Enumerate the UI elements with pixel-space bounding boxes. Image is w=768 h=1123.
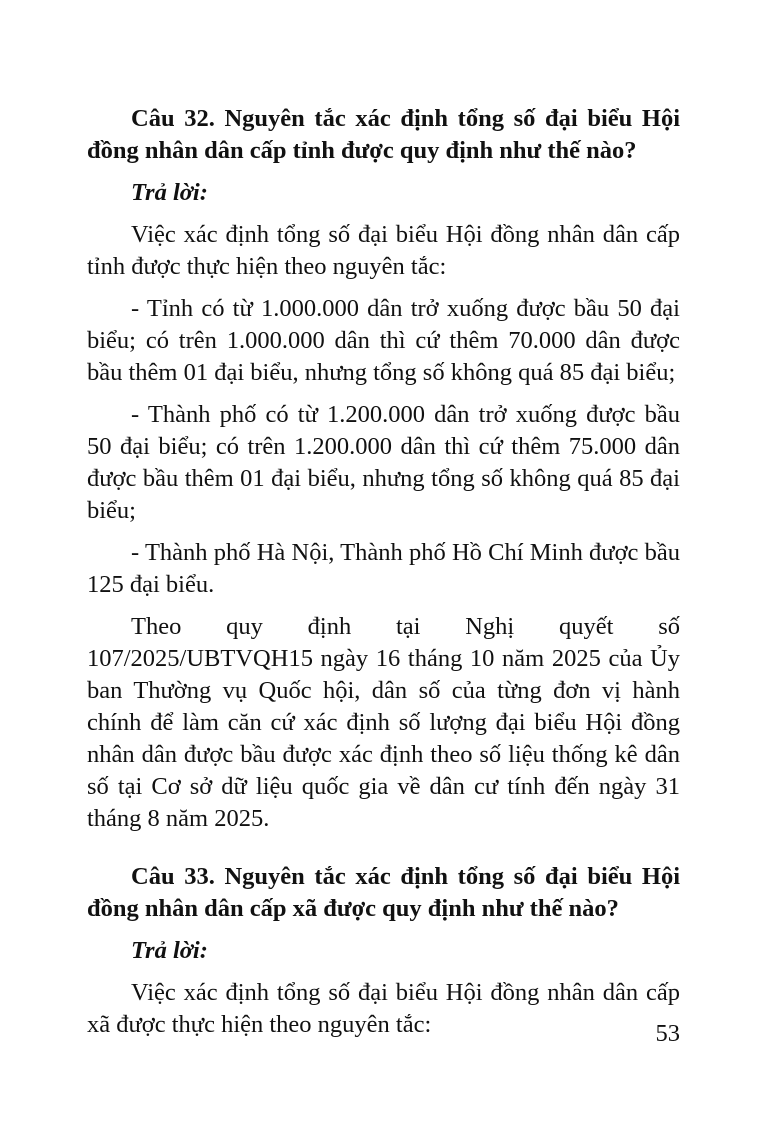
page-body [87, 103, 680, 1041]
q32-rule-province: - Tỉnh có từ 1.000.000 dân trở xuống được bầu 50 đại biểu; có trên 1.000.000 dân thì cứ thêm 70.000 dân được bầu thêm 01 đại biểu, nhưng tổng số không quá 85 đại biểu; [87, 295, 680, 386]
page-number: 53 [655, 1020, 680, 1047]
q32-rule-hanoi-hcmc: - Thành phố Hà Nội, Thành phố Hồ Chí Minh được bầu 125 đại biểu. [87, 539, 680, 598]
q33-paragraph-intro: Việc xác định tổng số đại biểu Hội đồng nhân dân cấp xã được thực hiện theo nguyên tắc: [87, 979, 680, 1038]
question-32-heading: Câu 32. Nguyên tắc xác định tổng số đại biểu Hội đồng nhân dân cấp tỉnh được quy định như thế nào? [87, 105, 680, 164]
question-33-answer-label: Trả lời: [131, 937, 208, 964]
q32-resolution-note: Theo quy định tại Nghị quyết số 107/2025/UBTVQH15 ngày 16 tháng 10 năm 2025 của Ủy ban Thường vụ Quốc hội, dân số của từng đơn vị hành chính để làm căn cứ xác định số lượng đại biểu Hội đồng nhân dân được bầu được xác định theo số liệu thống kê dân số tại Cơ sở dữ liệu quốc gia về dân cư tính đến ngày 31 tháng 8 năm 2025. [87, 613, 680, 832]
question-33-heading: Câu 33. Nguyên tắc xác định tổng số đại biểu Hội đồng nhân dân cấp xã được quy định như thế nào? [87, 863, 680, 922]
q32-rule-city: - Thành phố có từ 1.200.000 dân trở xuống được bầu 50 đại biểu; có trên 1.200.000 dân thì cứ thêm 75.000 dân được bầu thêm 01 đại biểu, nhưng tổng số không quá 85 đại biểu; [87, 401, 680, 524]
question-32-answer-label: Trả lời: [131, 179, 208, 206]
q32-paragraph-intro: Việc xác định tổng số đại biểu Hội đồng nhân dân cấp tỉnh được thực hiện theo nguyên tắc: [87, 221, 680, 280]
